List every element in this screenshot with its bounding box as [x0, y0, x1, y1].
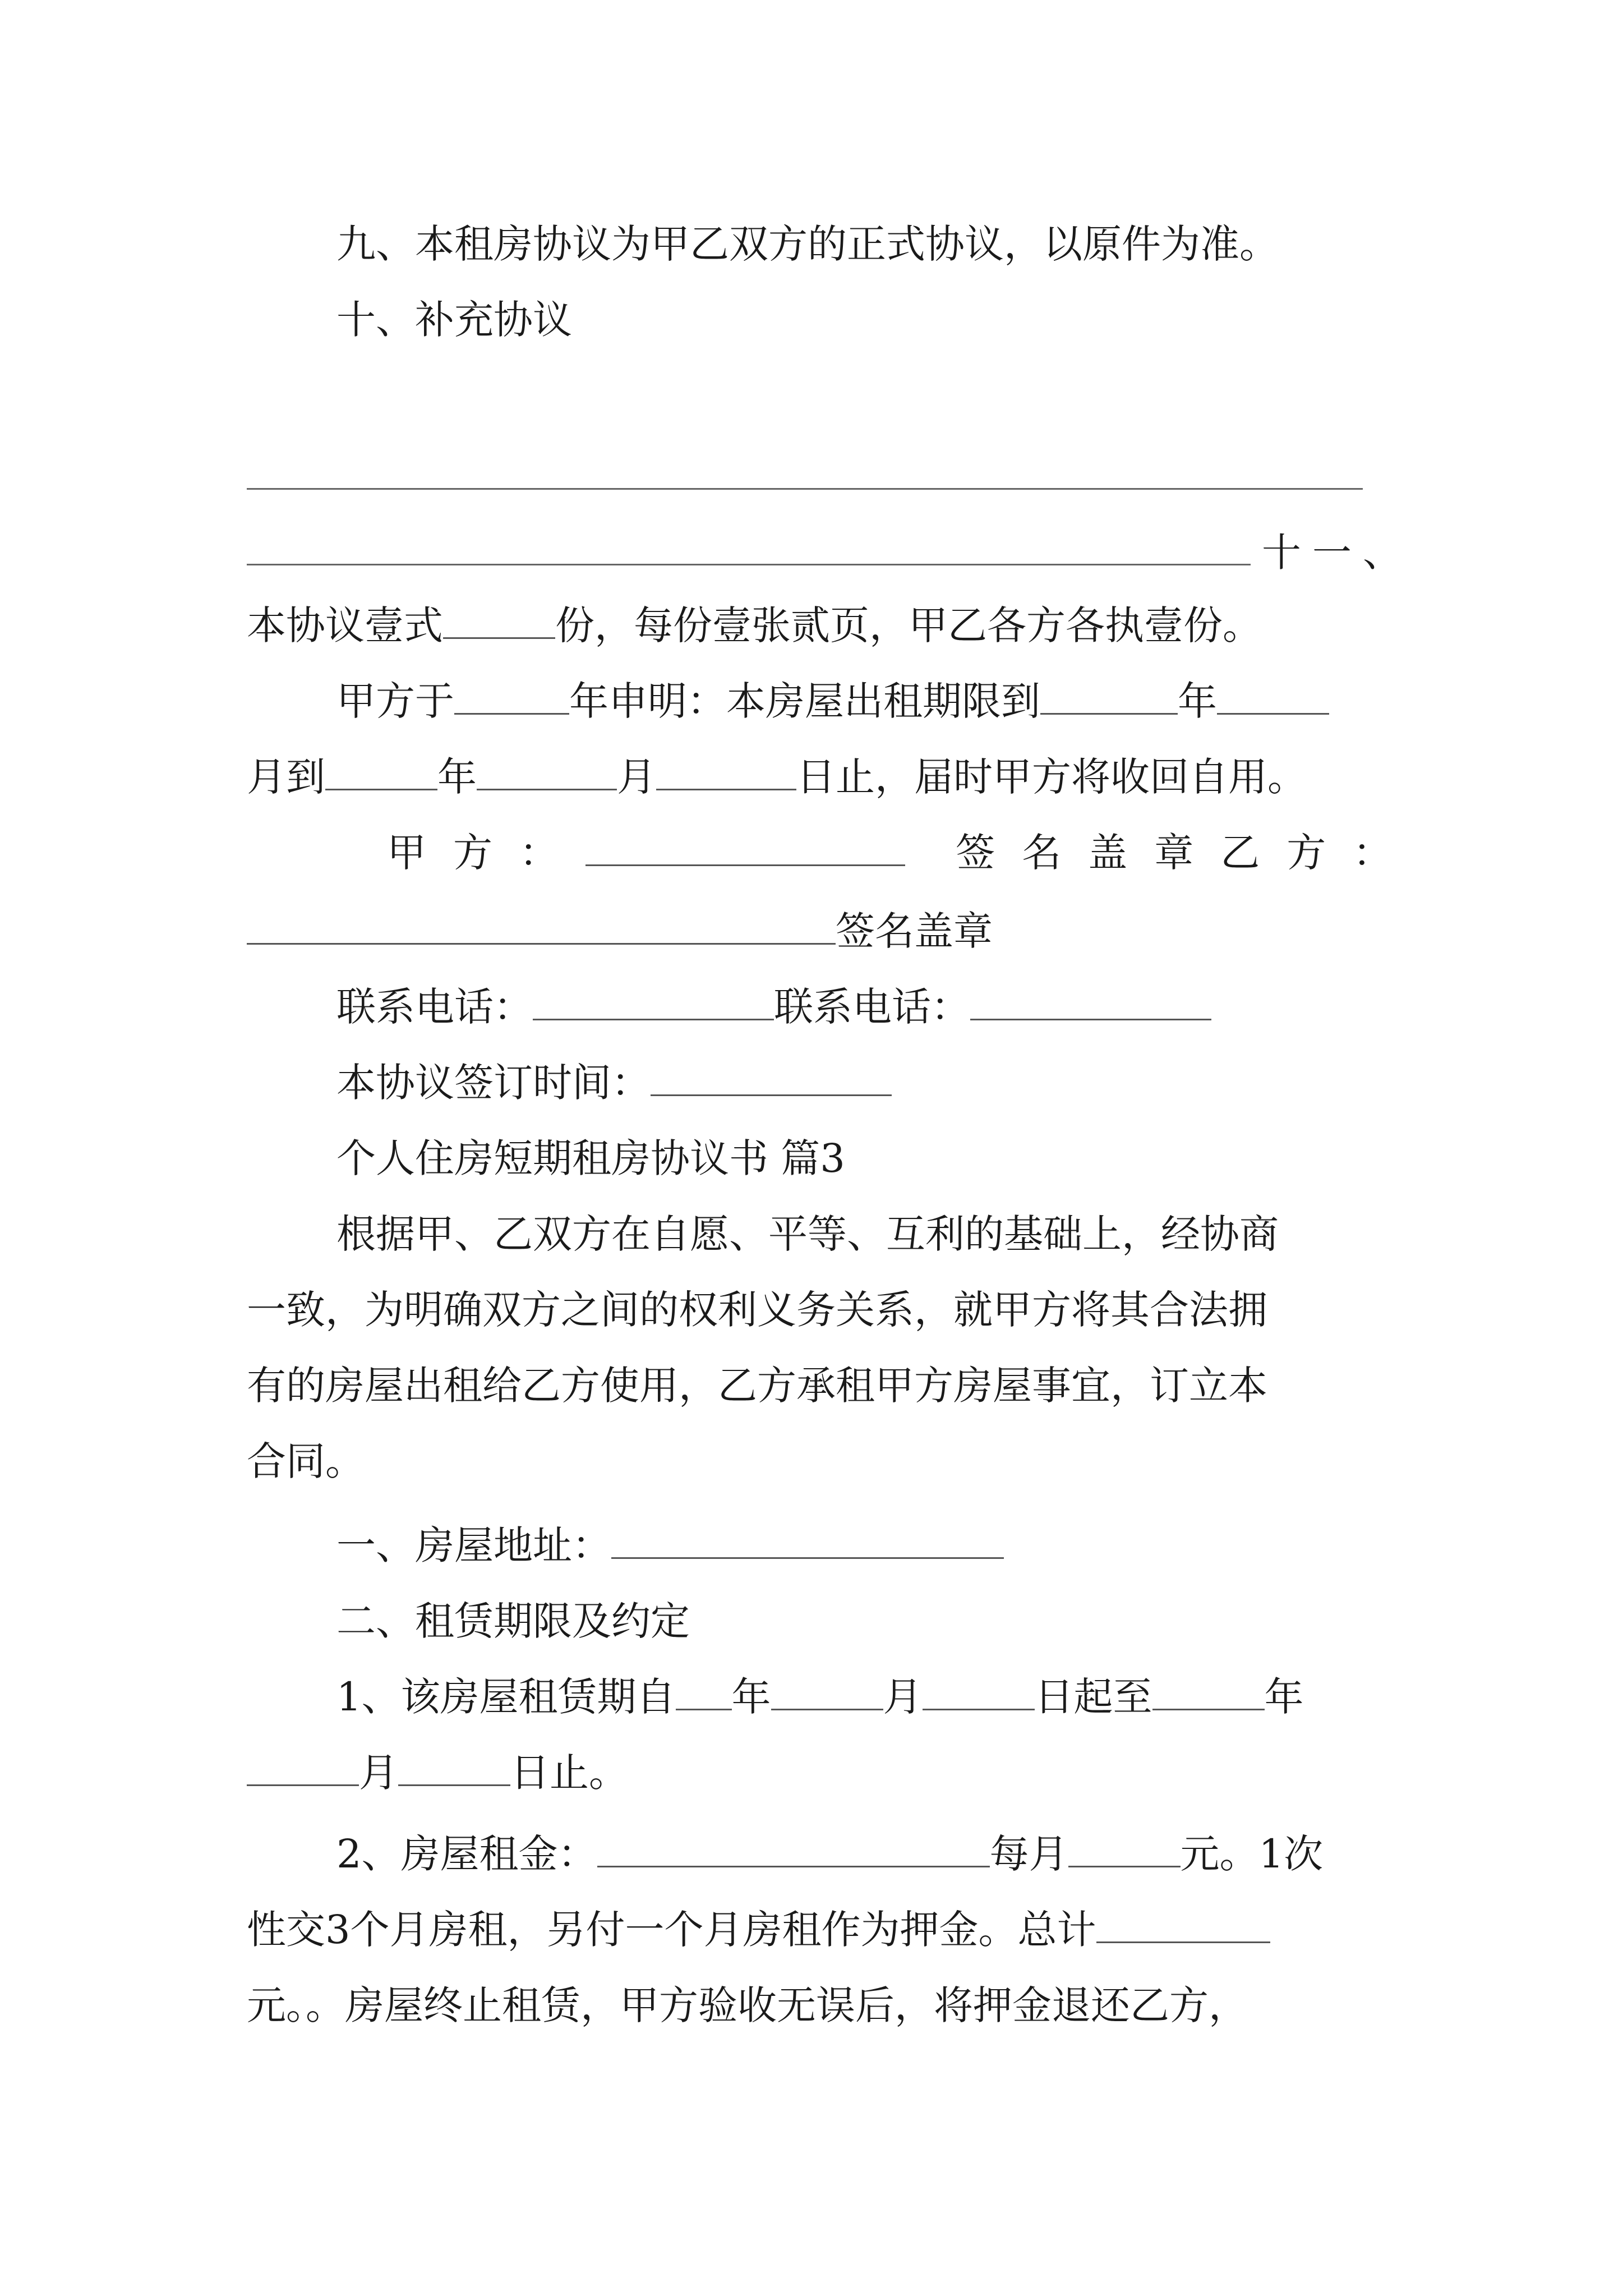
signing-date-blank [651, 1061, 892, 1097]
party-a-label: 甲方： [387, 830, 585, 876]
copies-line [247, 597, 1385, 654]
month-to-label: 月到 [247, 754, 325, 800]
intro-paragraph-line-4 [247, 1433, 1385, 1489]
intro-text-3: 有的房屋出租给乙方使用，乙方承租甲方房屋事宜，订立本 [247, 1363, 1267, 1409]
lease-term-end [247, 749, 1385, 805]
statement-prefix: 甲方于 [336, 678, 454, 724]
year-label: 年 [731, 1674, 771, 1720]
intro-text-4: 合同。 [247, 1438, 365, 1484]
until-year-blank [1152, 1676, 1265, 1711]
signing-date [336, 1055, 1475, 1111]
deposit-text: 性交3个月房租，另付一个月房租作为押金。总计 [247, 1907, 1096, 1953]
clause-9-text: 九、本租房协议为甲乙双方的正式协议，以原件为准。 [336, 221, 1279, 267]
rent-label: 2、房屋租金： [336, 1831, 597, 1877]
from-day-blank [923, 1676, 1035, 1711]
party-b-phone-label: 联系电话： [774, 984, 970, 1030]
until-month-blank [247, 1751, 359, 1787]
party-a-seal-party-b-label: 签名盖章乙方： [956, 830, 1419, 876]
total-blank [1096, 1908, 1270, 1944]
lease-period-line-1 [336, 1669, 1475, 1725]
rent-blank [597, 1833, 990, 1868]
month-label: 月 [883, 1674, 923, 1720]
monthly-amount-blank [1068, 1833, 1181, 1868]
from-month-blank [771, 1676, 883, 1711]
end-month-blank [1217, 680, 1329, 715]
signing-date-label: 本协议签订时间： [336, 1060, 651, 1106]
clause-10 [336, 292, 1475, 348]
rent-line-1 [336, 1826, 1475, 1882]
copies-text: 份，每份壹张贰页，甲乙各方各执壹份。 [555, 602, 1262, 648]
lease-period-line-2 [247, 1745, 1385, 1801]
lease-term-heading-text: 二、租赁期限及约定 [336, 1598, 690, 1644]
signature-party-a [387, 825, 1419, 881]
to-month-blank [477, 756, 617, 791]
to-day-blank [656, 756, 796, 791]
party-b-phone-blank [970, 986, 1211, 1021]
lease-term-statement [336, 673, 1475, 729]
yuan-label: 元。1次 [1180, 1831, 1324, 1877]
year-label: 年 [437, 754, 477, 800]
party-a-signature-blank [585, 831, 905, 867]
statement-text: 年申明：本房屋出租期限到 [569, 678, 1040, 724]
party-b-seal-label: 签名盖章 [836, 908, 993, 954]
from-year-blank [676, 1676, 732, 1711]
clause-11-heading [1262, 524, 1413, 581]
year-label: 年 [1178, 678, 1217, 724]
lease-term-heading [336, 1593, 1475, 1649]
day-to-label: 日起至 [1034, 1674, 1152, 1720]
lease-end-text: 日止，届时甲方将收回自用。 [796, 754, 1307, 800]
per-month-label: 每月 [989, 1831, 1068, 1877]
intro-text-2: 一致，为明确双方之间的权利义务关系，就甲方将其合法拥 [247, 1287, 1267, 1333]
house-address [336, 1517, 1475, 1573]
intro-text-1: 根据甲、乙双方在自愿、平等、互利的基础上，经协商 [336, 1211, 1279, 1257]
section-title-text: 个人住房短期租房协议书 篇3 [336, 1135, 845, 1181]
intro-paragraph-line-3 [247, 1358, 1385, 1414]
intro-paragraph-line-1 [336, 1206, 1385, 1262]
day-end-label: 日止。 [510, 1750, 628, 1796]
month-label: 月 [359, 1750, 398, 1796]
clause-10-text: 十、补充协议 [336, 297, 572, 343]
section-title [336, 1130, 1475, 1186]
address-label: 一、房屋地址： [336, 1522, 611, 1568]
party-b-signature-blank [247, 910, 836, 945]
month-label: 月 [617, 754, 656, 800]
copies-blank [443, 604, 555, 639]
supplement-blank-line-1 [247, 488, 1363, 490]
lease-from-label: 1、该房屋租赁期自 [336, 1674, 676, 1720]
signature-party-b [247, 903, 1385, 959]
end-year-blank [1040, 680, 1178, 715]
clause-9 [336, 216, 1475, 272]
statement-year-blank [454, 680, 569, 715]
until-day-blank [398, 1751, 510, 1787]
to-year-blank [325, 756, 437, 791]
address-blank [611, 1524, 1004, 1559]
year-label: 年 [1264, 1674, 1304, 1720]
intro-paragraph-line-2 [247, 1282, 1385, 1338]
supplement-blank-line-2 [247, 564, 1251, 565]
contact-phones [336, 979, 1475, 1035]
party-a-phone-label: 联系电话： [336, 984, 533, 1030]
deposit-refund-text: 元。。房屋终止租赁，甲方验收无误后，将押金退还乙方， [247, 1982, 1248, 2028]
party-a-phone-blank [533, 986, 774, 1021]
clause-11-number: 十一、 [1262, 530, 1413, 576]
rent-line-3 [247, 1977, 1385, 2033]
rent-line-2 [247, 1902, 1385, 1958]
copies-label: 本协议壹式 [247, 602, 443, 648]
